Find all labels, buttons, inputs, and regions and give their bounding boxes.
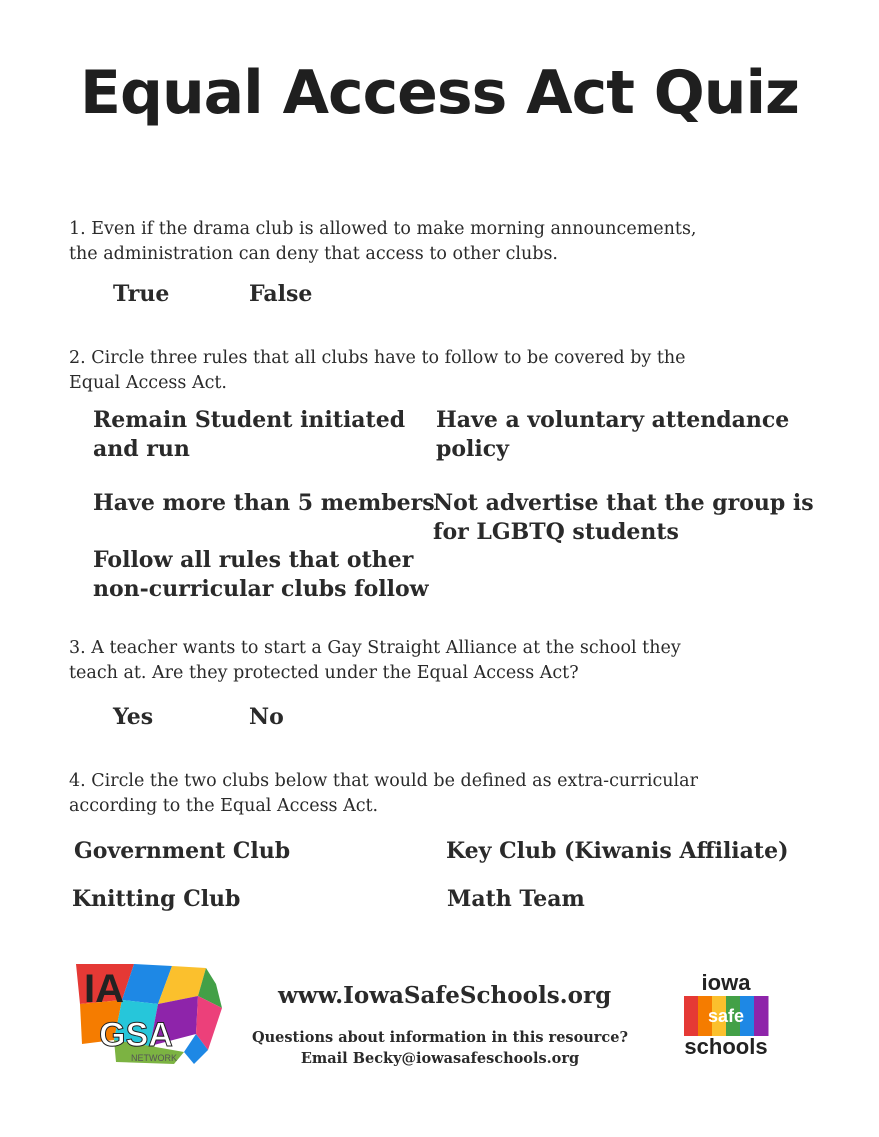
q2-option-voluntary-attendance[interactable] [436,406,789,464]
question-4-text [69,769,769,819]
footer-website-link[interactable]: www.IowaSafeSchools.org [278,982,612,1009]
q3-option-yes[interactable]: Yes [113,704,154,730]
q4-option-knitting-club[interactable]: Knitting Club [72,886,241,912]
q4-option-math-team[interactable]: Math Team [447,886,585,912]
q2-option-line: and run [93,436,190,462]
footer-question-text: Questions about information in this resource? [252,1029,628,1046]
question-2-line-2: Equal Access Act. [69,373,227,393]
q2-option-line: Remain Student initiated [93,407,406,433]
footer-email-text[interactable]: Email Becky@iowasafeschools.org [300,1050,580,1067]
question-3-line-1: 3. A teacher wants to start a Gay Straight Alliance at the school they [69,638,681,658]
iowa-gsa-network-logo [74,960,224,1070]
q4-option-government-club[interactable]: Government Club [74,838,291,864]
q2-option-line: Have a voluntary attendance [436,407,790,433]
logo-network-text: NETWORK [131,1053,177,1063]
q2-option-line: Not advertise that the group is [433,490,814,516]
logo-safe-text: safe [707,1006,745,1026]
footer-contact [220,1027,660,1069]
q1-option-true[interactable]: True [113,281,170,307]
q2-option-not-advertise[interactable] [433,489,814,547]
q3-option-no[interactable]: No [249,704,284,730]
q2-option-line: for LGBTQ students [433,519,679,545]
q2-option-line: Have more than 5 members [93,490,435,516]
question-3-text [69,636,769,686]
rainbow-stripe [754,996,769,1036]
q2-option-more-than-5-members[interactable] [93,489,435,518]
q2-option-line: Follow all rules that other [93,547,414,573]
q1-option-false[interactable]: False [249,281,313,307]
question-2-text [69,346,769,396]
question-3-line-2: teach at. Are they protected under the Equal Access Act? [69,663,579,683]
q2-option-line: policy [436,436,509,462]
question-4-line-2: according to the Equal Access Act. [69,796,379,816]
page-title: Equal Access Act Quiz [80,58,799,128]
q2-option-follow-all-rules[interactable] [93,546,429,604]
rainbow-stripe [684,996,699,1036]
question-4-line-1: 4. Circle the two clubs below that would be defined as extra-curricular [69,771,698,791]
question-1-line-2: the administration can deny that access to other clubs. [69,244,558,264]
logo-ia-text: IA [84,967,124,1011]
q2-option-line: non-curricular clubs follow [93,576,429,602]
question-1-line-1: 1. Even if the drama club is allowed to make morning announcements, [69,219,697,239]
question-1-text [69,217,769,267]
q2-option-student-initiated[interactable] [93,406,405,464]
logo-schools-text: schools [684,1034,768,1059]
q4-option-key-club[interactable]: Key Club (Kiwanis Affiliate) [446,838,789,864]
logo-iowa-text: iowa [701,970,751,995]
logo-gsa-text: GSA [99,1016,173,1054]
iowa-safe-schools-logo [682,968,774,1062]
question-2-line-1: 2. Circle three rules that all clubs have to follow to be covered by the [69,348,686,368]
